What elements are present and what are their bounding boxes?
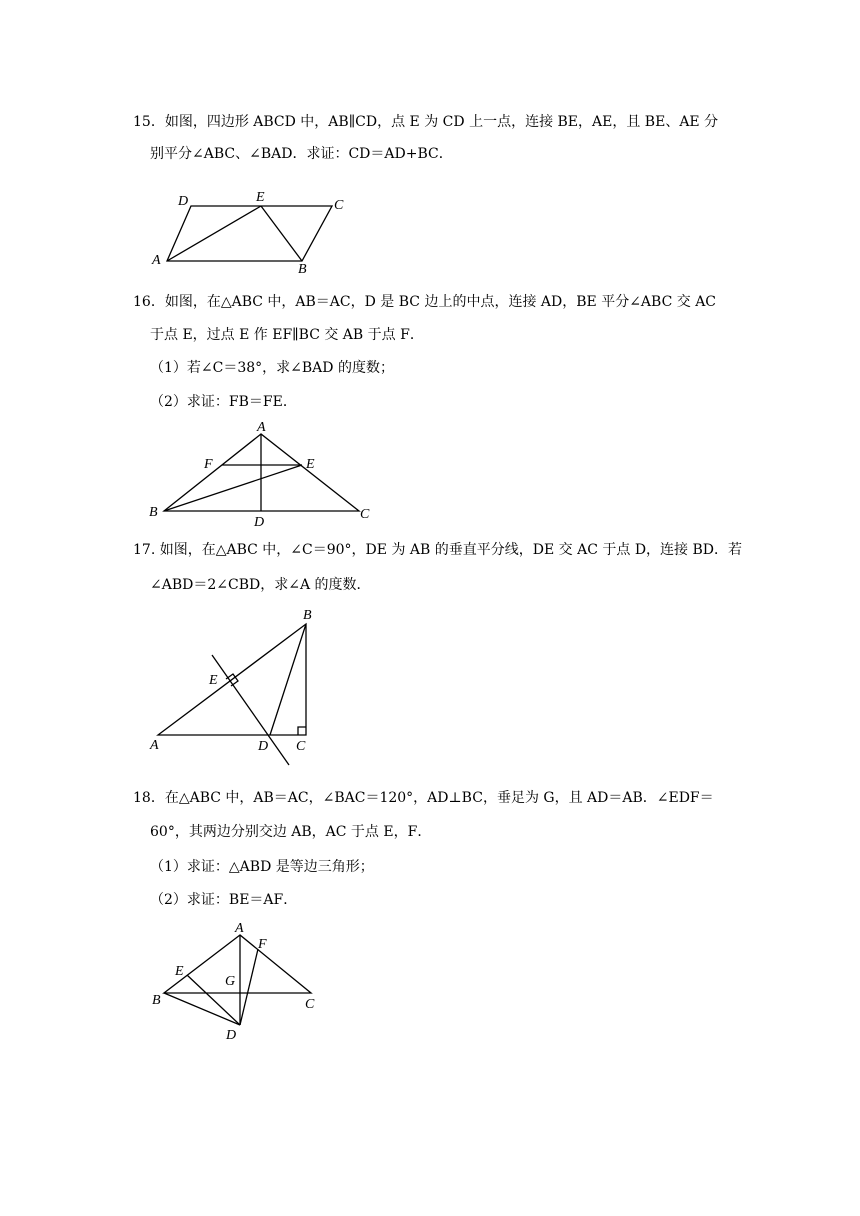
segment-bd (270, 624, 306, 735)
label-g: G (225, 974, 236, 989)
segment-bd (164, 993, 240, 1025)
label-c: C (305, 997, 315, 1012)
problem-18-sub-1: （1）求证：△ABD 是等边三角形； (150, 859, 374, 875)
label-a: A (257, 420, 266, 435)
label-e: E (175, 964, 184, 979)
label-c: C (360, 507, 370, 522)
label-d: D (226, 1028, 237, 1043)
segment-ae (167, 206, 261, 261)
figure-17-right-triangle (140, 600, 340, 770)
quad-abcd (167, 206, 332, 261)
label-b: B (149, 505, 158, 520)
segment-be (261, 206, 302, 261)
label-e: E (256, 190, 265, 205)
problem-15-line-1: 15．如图，四边形 ABCD 中，AB∥CD，点 E 为 CD 上一点，连接 BE，AE，且 BE、AE 分 (133, 114, 719, 130)
problem-16-line-1: 16．如图，在△ABC 中，AB＝AC，D 是 BC 边上的中点，连接 AD，BE 平分∠ABC 交 AC (133, 294, 717, 310)
label-e: E (306, 457, 315, 472)
right-angle-mark-c (298, 727, 306, 735)
problem-17-line-2: ∠ABD＝2∠CBD，求∠A 的度数． (150, 577, 371, 593)
problem-15-line-2: 别平分∠ABC、∠BAD．求证：CD＝AD+BC． (150, 146, 453, 162)
problem-16-sub-1: （1）若∠C＝38°，求∠BAD 的度数； (150, 360, 394, 376)
label-d: D (178, 194, 189, 209)
label-a: A (235, 921, 244, 936)
figure-16-triangle (140, 418, 390, 530)
label-b: B (298, 262, 307, 275)
label-f: F (204, 457, 213, 472)
problem-18-line-2: 60°，其两边分别交边 AB，AC 于点 E，F． (150, 824, 432, 840)
segment-be (164, 465, 302, 511)
label-c: C (334, 198, 344, 213)
problem-16-sub-2: （2）求证：FB＝FE． (150, 394, 297, 410)
segment-df (240, 949, 258, 1025)
label-d: D (258, 739, 269, 754)
problem-17-line-1: 17. 如图，在△ABC 中，∠C＝90°，DE 为 AB 的垂直平分线，DE 交 AC 于点 D，连接 BD．若 (133, 542, 743, 558)
label-c: C (296, 739, 306, 754)
label-f: F (258, 937, 267, 952)
problem-16-line-2: 于点 E，过点 E 作 EF∥BC 交 AB 于点 F． (150, 327, 424, 343)
label-e: E (209, 673, 218, 688)
figure-18-triangle (145, 918, 345, 1043)
label-a: A (152, 253, 161, 268)
label-b: B (303, 608, 312, 623)
label-d: D (254, 515, 265, 530)
triangle-abc (164, 935, 311, 993)
triangle-abc (158, 624, 306, 735)
figure-15-quadrilateral (140, 180, 370, 275)
problem-18-sub-2: （2）求证：BE＝AF． (150, 892, 298, 908)
problem-18-line-1: 18．在△ABC 中，AB＝AC，∠BAC＝120°，AD⊥BC，垂足为 G，且 AD＝AB．∠EDF＝ (133, 790, 714, 806)
label-a: A (150, 738, 159, 753)
label-b: B (152, 993, 161, 1008)
